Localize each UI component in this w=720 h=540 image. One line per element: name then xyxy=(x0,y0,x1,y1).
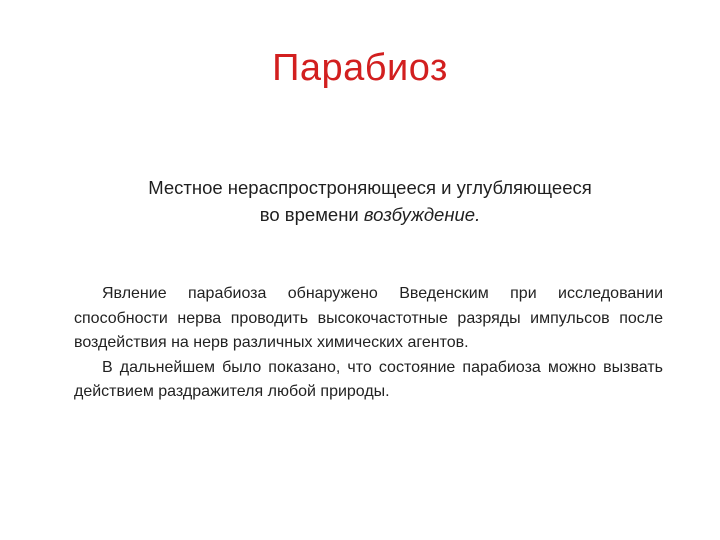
definition-line-1: Местное нераспростроняющееся и углубляющееся xyxy=(148,177,592,198)
definition-term: возбуждение. xyxy=(363,204,481,225)
definition-line-2 xyxy=(100,201,640,228)
body-text xyxy=(74,282,663,405)
definition xyxy=(100,174,640,228)
definition-line-2-prefix: во времени xyxy=(259,204,364,225)
slide-title: Парабиоз xyxy=(272,47,448,89)
paragraph-discovery: Явление парабиоза обнаружено Введенским при исследовании способности нерва проводить высокочастотные разряды импульсов после воздействия на нерв различных химических агентов. xyxy=(74,285,663,351)
paragraph-later-finding: В дальнейшем было показано, что состояние парабиоза можно вызвать действием раздражителя любой природы. xyxy=(74,358,663,400)
